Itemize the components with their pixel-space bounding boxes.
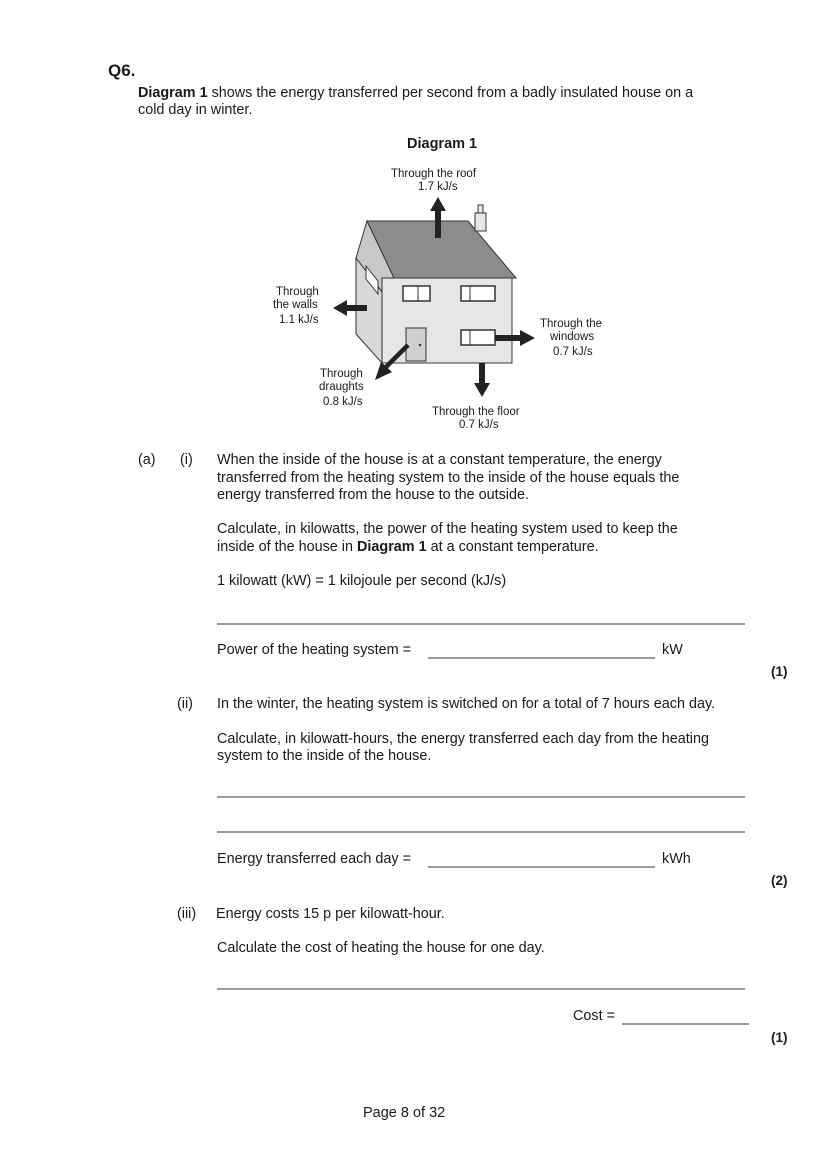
part-a-label: (a) (138, 452, 156, 468)
roof-value: 1.7 kJ/s (418, 181, 458, 193)
part-ii-label: (ii) (177, 696, 193, 712)
arrow-windows-head (520, 330, 535, 346)
window-shape (403, 286, 430, 301)
part-ii-calc-line-2: system to the inside of the house. (217, 748, 432, 764)
arrow-walls-head (333, 300, 347, 316)
window-shape (461, 286, 495, 301)
chimney-shape (475, 213, 486, 231)
cost-answer-label: Cost = (573, 1008, 615, 1024)
intro-bold-lead: Diagram 1 (138, 85, 208, 101)
part-i-calc-line-2 (217, 539, 599, 557)
part-i-line-2: transferred from the heating system to the inside of the house equals the (217, 470, 680, 486)
marks-i: (1) (771, 664, 788, 679)
marks-ii: (2) (771, 873, 788, 888)
arrow-roof-head (430, 197, 446, 211)
page-number: Page 8 of 32 (363, 1105, 446, 1121)
part-ii-calc-line-1: Calculate, in kilowatt-hours, the energy transferred each day from the heating (217, 731, 709, 747)
arrow-roof-shaft (435, 208, 441, 238)
question-number: Q6. (108, 61, 136, 80)
door-knob (419, 344, 422, 347)
part-iii-calc-line-1: Calculate the cost of heating the house for one day. (217, 940, 545, 956)
roof-label: Through the roof (391, 168, 477, 180)
part-i-calc-line-2-bold: Diagram 1 (357, 539, 427, 555)
draughts-value: 0.8 kJ/s (323, 396, 363, 408)
walls-value: 1.1 kJ/s (279, 314, 319, 326)
windows-label-2: windows (550, 331, 595, 343)
windows-value: 0.7 kJ/s (553, 346, 593, 358)
arrow-walls-shaft (345, 305, 367, 311)
intro-line-2: cold day in winter. (138, 102, 253, 118)
door-shape (406, 328, 426, 361)
power-answer-label: Power of the heating system = (217, 642, 411, 658)
part-i-calc-line-1: Calculate, in kilowatts, the power of the heating system used to keep the (217, 521, 678, 537)
part-iii-label: (iii) (177, 906, 197, 922)
power-unit: kW (662, 642, 683, 658)
floor-value: 0.7 kJ/s (459, 419, 499, 431)
part-i-calc-line-2-end: at a constant temperature. (426, 539, 599, 555)
part-i-line-1: When the inside of the house is at a constant temperature, the energy (217, 452, 662, 468)
draughts-label-2: draughts (319, 381, 364, 393)
arrow-floor-shaft (479, 363, 485, 386)
part-i-line-3: energy transferred from the house to the outside. (217, 487, 529, 503)
draughts-label-1: Through (320, 368, 363, 380)
part-ii-line-1: In the winter, the heating system is switched on for a total of 7 hours each day. (217, 696, 716, 712)
walls-label-1: Through (276, 286, 319, 298)
windows-label-1: Through the (540, 318, 603, 330)
intro-line-1-rest: shows the energy transferred per second from a badly insulated house on a (207, 85, 694, 101)
floor-label: Through the floor (432, 406, 520, 418)
energy-answer-label: Energy transferred each day = (217, 851, 411, 867)
part-i-calc-line-2-start: inside of the house in (217, 539, 358, 555)
arrow-windows-shaft (495, 335, 523, 341)
unit-conversion: 1 kilowatt (kW) = 1 kilojoule per second (kJ/s) (217, 573, 507, 589)
chimney-pot-shape (478, 205, 483, 213)
part-i-label: (i) (180, 452, 193, 468)
arrow-floor-head (474, 383, 490, 397)
part-iii-line-1: Energy costs 15 p per kilowatt-hour. (216, 906, 445, 922)
diagram-title: Diagram 1 (407, 136, 478, 152)
marks-iii: (1) (771, 1030, 788, 1045)
walls-label-2: the walls (273, 299, 318, 311)
energy-unit: kWh (662, 851, 691, 867)
window-shape (461, 330, 495, 345)
